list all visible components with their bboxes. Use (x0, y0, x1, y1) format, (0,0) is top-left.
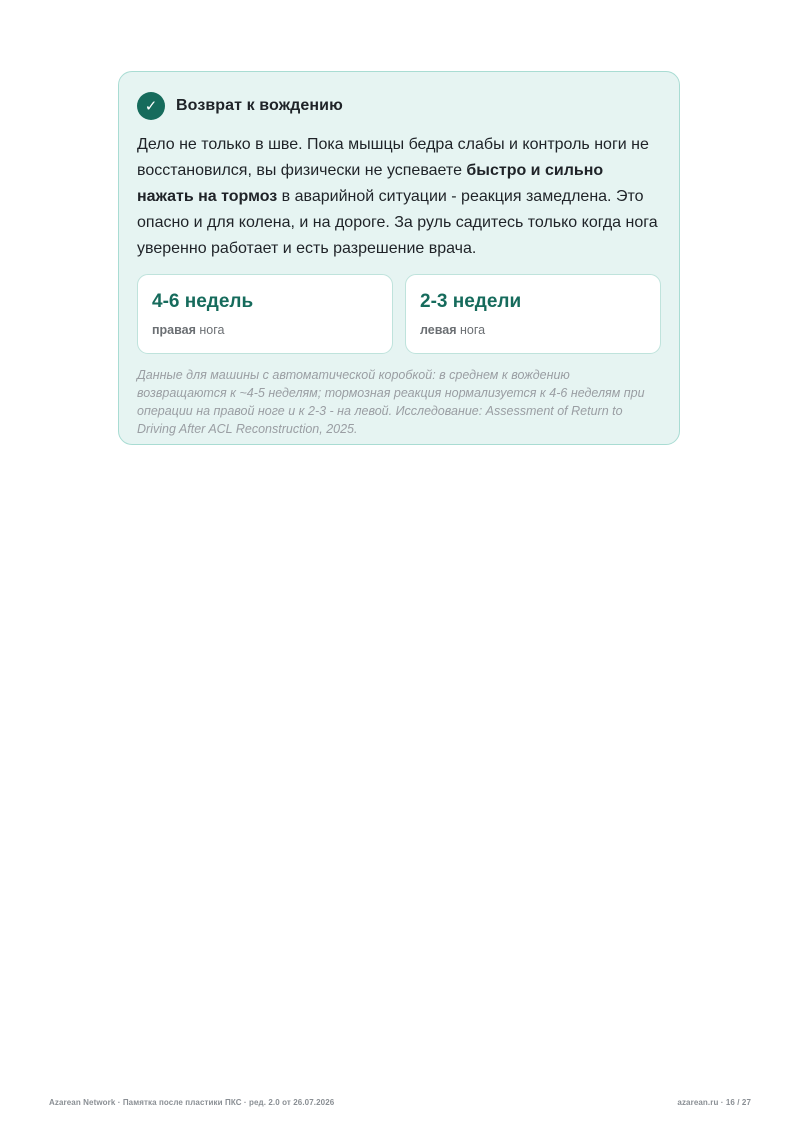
stat-value: 4-6 недель (152, 291, 254, 312)
source-note: Данные для машины с автоматической коробкой: в среднем к вождению возвращаются к ~4-5 неделям; тормозная реакция нормализуется к 4-6 неделям при операции на правой ноге и к 2-3 - на левой. Исследование: Assessment of Return to Driving After ACL Reconstruction, 2025. (137, 368, 645, 436)
stat-value: 2-3 недели (420, 291, 522, 312)
stat-label (420, 322, 646, 338)
stat-label (152, 322, 378, 338)
paragraph-text-start: Дело не только в шве. Пока мышцы бедра слабы и контроль ноги не восстановился, вы физически не успеваете (137, 136, 649, 179)
stat-label-rest: нога (456, 323, 486, 337)
paragraph-bold-text: быстро и сильно нажать на тормоз (137, 162, 604, 205)
page-footer (49, 1098, 751, 1107)
card-title: Возврат к вождению (176, 97, 343, 114)
stat-card-left-leg (405, 274, 661, 354)
footer-left-text: Azarean Network · Памятка после пластики ПКС · ред. 2.0 от 26.07.2026 (49, 1098, 335, 1107)
stats-row (137, 274, 661, 354)
stat-label-rest: нога (195, 323, 225, 337)
footer-page-info: azarean.ru · 16 / 27 (677, 1098, 751, 1107)
stat-label-bold: левая (420, 323, 457, 337)
card-paragraph (137, 132, 661, 262)
check-icon: ✓ (137, 92, 165, 120)
return-to-driving-card (118, 71, 680, 445)
stat-card-right-leg (137, 274, 393, 354)
paragraph-text-end: в аварийной ситуации - реакция замедлена. Это опасно и для колена, и на дороге. За руль садитесь только когда нога уверенно работает и есть разрешение врача. (137, 188, 658, 257)
card-header (137, 92, 661, 120)
stat-label-bold: правая (152, 323, 196, 337)
